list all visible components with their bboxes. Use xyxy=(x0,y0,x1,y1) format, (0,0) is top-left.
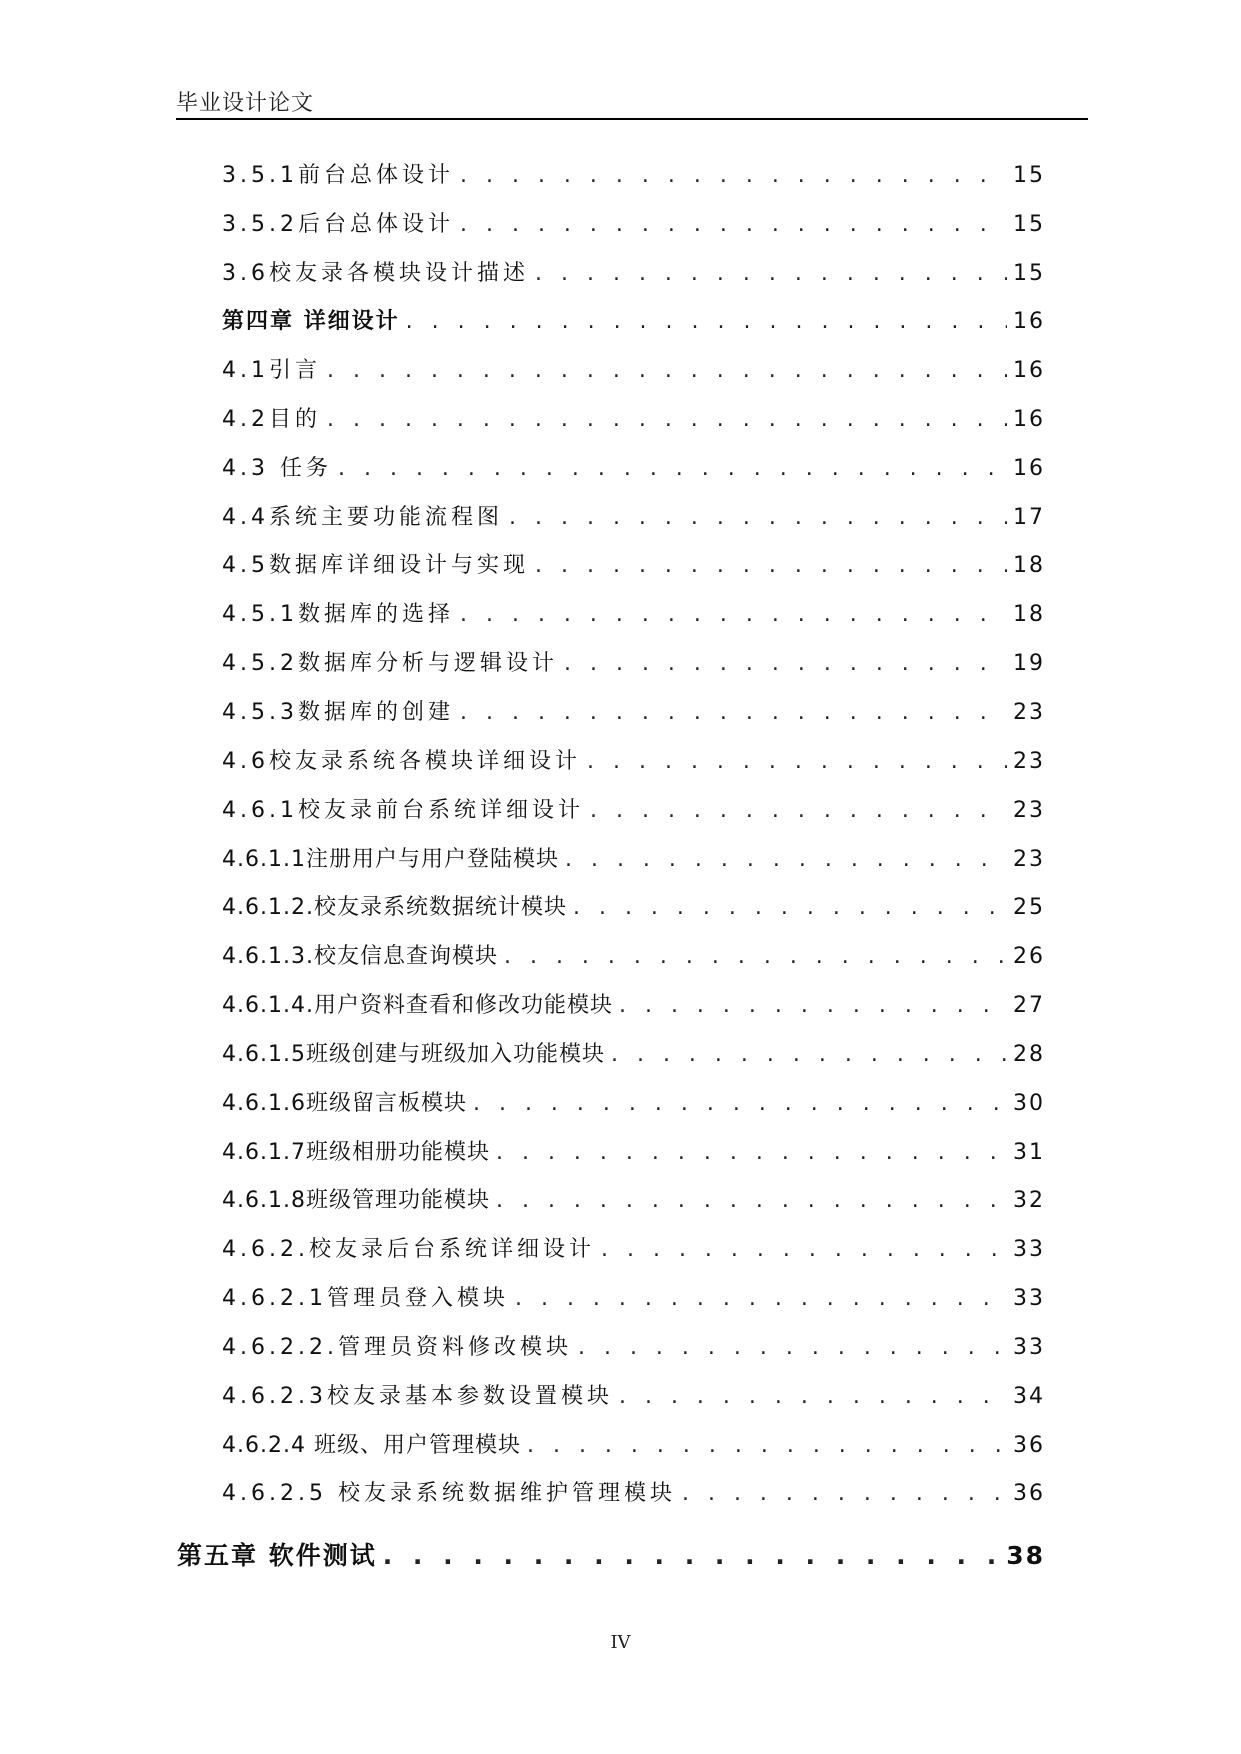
toc-entry[interactable] xyxy=(222,1476,1045,1507)
toc-entry-page: 33 xyxy=(1013,1237,1045,1262)
toc-entry[interactable] xyxy=(222,890,1045,921)
toc-entry-label: 4.6.1.8班级管理功能模块 xyxy=(222,1188,490,1213)
toc-entry[interactable] xyxy=(222,1135,1045,1166)
toc-entry-page: 23 xyxy=(1013,749,1045,774)
toc-entry-label: 4.6.1校友录前台系统详细设计 xyxy=(222,798,584,823)
toc-entry[interactable] xyxy=(222,402,1045,433)
toc-entry-label: 第五章 软件测试 xyxy=(177,1541,377,1570)
toc-leader-dots xyxy=(682,1481,1007,1506)
toc-leader-dots xyxy=(509,505,1007,530)
toc-entry-label: 3.5.2后台总体设计 xyxy=(222,212,454,237)
toc-leader-dots xyxy=(383,1541,1000,1570)
toc-entry-page: 33 xyxy=(1013,1335,1045,1360)
toc-entry-page: 34 xyxy=(1013,1384,1045,1409)
toc-entry[interactable] xyxy=(222,1086,1045,1117)
toc-entry-label: 4.6.2.5 校友录系统数据维护管理模块 xyxy=(222,1481,676,1506)
toc-entry-label: 4.6.1.7班级相册功能模块 xyxy=(222,1140,490,1165)
toc-entry-page: 33 xyxy=(1013,1286,1045,1311)
toc-entry-page: 28 xyxy=(1013,1042,1045,1067)
toc-entry-page: 16 xyxy=(1013,309,1045,334)
toc-leader-dots xyxy=(564,651,1007,676)
toc-entry-label: 3.5.1前台总体设计 xyxy=(222,163,454,188)
toc-entry[interactable] xyxy=(222,842,1045,873)
toc-entry-page: 16 xyxy=(1013,358,1045,383)
toc-entry[interactable] xyxy=(222,793,1045,824)
toc-entry-page: 27 xyxy=(1013,993,1045,1018)
toc-entry-page: 30 xyxy=(1013,1091,1045,1116)
toc-entry-page: 36 xyxy=(1013,1433,1045,1458)
toc-leader-dots xyxy=(327,407,1007,432)
toc-entry-page: 31 xyxy=(1013,1140,1045,1165)
toc-entry[interactable] xyxy=(222,646,1045,677)
toc-entry-page: 23 xyxy=(1013,798,1045,823)
toc-entry[interactable] xyxy=(222,1281,1045,1312)
toc-entry-label: 4.6校友录系统各模块详细设计 xyxy=(222,749,581,774)
toc-entry[interactable] xyxy=(222,1330,1045,1361)
toc-chapter-entry[interactable] xyxy=(222,304,1045,335)
toc-entry-label: 4.6.2.4 班级、用户管理模块 xyxy=(222,1433,521,1458)
toc-entry[interactable] xyxy=(222,1428,1045,1459)
toc-entry-label: 4.2目的 xyxy=(222,407,321,432)
toc-leader-dots xyxy=(565,847,1007,872)
toc-entry[interactable] xyxy=(222,500,1045,531)
toc-entry-page: 32 xyxy=(1013,1188,1045,1213)
toc-leader-dots xyxy=(473,1091,1007,1116)
toc-entry-label: 4.5.1数据库的选择 xyxy=(222,602,454,627)
toc-leader-dots xyxy=(460,163,1007,188)
toc-leader-dots xyxy=(504,944,1007,969)
toc-entry-label: 4.1引言 xyxy=(222,358,321,383)
toc-leader-dots xyxy=(496,1188,1007,1213)
toc-entry-page: 26 xyxy=(1013,944,1045,969)
toc-entry-label: 第四章 详细设计 xyxy=(222,309,400,334)
toc-leader-dots xyxy=(496,1140,1007,1165)
toc-leader-dots xyxy=(535,261,1007,286)
toc-entry-page: 17 xyxy=(1013,505,1045,530)
toc-entry-page: 36 xyxy=(1013,1481,1045,1506)
toc-entry-label: 4.6.2.3校友录基本参数设置模块 xyxy=(222,1384,613,1409)
toc-entry-page: 19 xyxy=(1013,651,1045,676)
toc-entry-label: 4.6.1.4.用户资料查看和修改功能模块 xyxy=(222,993,613,1018)
toc-entry[interactable] xyxy=(222,548,1045,579)
toc-entry[interactable] xyxy=(222,256,1045,287)
toc-entry-page: 16 xyxy=(1013,407,1045,432)
toc-entry[interactable] xyxy=(222,451,1045,482)
toc-entry-page: 23 xyxy=(1013,700,1045,725)
toc-leader-dots xyxy=(619,993,1007,1018)
toc-leader-dots xyxy=(515,1286,1007,1311)
toc-leader-dots xyxy=(527,1433,1007,1458)
toc-entry-label: 4.6.1.6班级留言板模块 xyxy=(222,1091,467,1116)
toc-entry-page: 18 xyxy=(1013,602,1045,627)
toc-entry[interactable] xyxy=(222,744,1045,775)
toc-leader-dots xyxy=(327,358,1007,383)
toc-leader-dots xyxy=(573,895,1007,920)
toc-entry-label: 4.6.1.2.校友录系统数据统计模块 xyxy=(222,895,567,920)
toc-entry[interactable] xyxy=(222,1379,1045,1410)
toc-entry[interactable] xyxy=(222,353,1045,384)
toc-leader-dots xyxy=(619,1384,1007,1409)
toc-leader-dots xyxy=(460,700,1007,725)
toc-entry-label: 4.6.2.2.管理员资料修改模块 xyxy=(222,1335,572,1360)
toc-leader-dots xyxy=(611,1042,1007,1067)
toc-leader-dots xyxy=(601,1237,1007,1262)
toc-entry-label: 4.6.2.校友录后台系统详细设计 xyxy=(222,1237,595,1262)
toc-leader-dots xyxy=(535,553,1007,578)
toc-entry[interactable] xyxy=(222,207,1045,238)
toc-entry-label: 4.6.1.3.校友信息查询模块 xyxy=(222,944,498,969)
toc-entry[interactable] xyxy=(222,988,1045,1019)
toc-entry-label: 4.5.2数据库分析与逻辑设计 xyxy=(222,651,558,676)
toc-leader-dots xyxy=(338,456,1007,481)
toc-entry-page: 25 xyxy=(1013,895,1045,920)
toc-leader-dots xyxy=(460,602,1007,627)
header-title: 毕业设计论文 xyxy=(176,91,315,116)
toc-entry-label: 4.4系统主要功能流程图 xyxy=(222,505,503,530)
toc-entry[interactable] xyxy=(222,695,1045,726)
toc-entry-label: 4.3 任务 xyxy=(222,456,332,481)
toc-entry[interactable] xyxy=(222,1037,1045,1068)
toc-entry-label: 4.6.1.5班级创建与班级加入功能模块 xyxy=(222,1042,605,1067)
toc-entry-page: 16 xyxy=(1013,456,1045,481)
toc-entry[interactable] xyxy=(222,158,1045,189)
toc-leader-dots xyxy=(587,749,1007,774)
toc-entry-label: 4.6.2.1管理员登入模块 xyxy=(222,1286,509,1311)
toc-chapter-entry[interactable] xyxy=(177,1536,1045,1572)
toc-entry-label: 4.5.3数据库的创建 xyxy=(222,700,454,725)
toc-entry[interactable] xyxy=(222,1183,1045,1214)
toc-entry-page: 38 xyxy=(1006,1541,1045,1570)
toc-entry-label: 3.6校友录各模块设计描述 xyxy=(222,261,529,286)
toc-entry[interactable] xyxy=(222,597,1045,628)
toc-leader-dots xyxy=(460,212,1007,237)
toc-entry-page: 15 xyxy=(1013,163,1045,188)
toc-entry[interactable] xyxy=(222,1232,1045,1263)
toc-entry-page: 23 xyxy=(1013,847,1045,872)
page-number: IV xyxy=(610,1632,631,1653)
toc-leader-dots xyxy=(578,1335,1007,1360)
toc-entry-page: 15 xyxy=(1013,261,1045,286)
toc-entry[interactable] xyxy=(222,939,1045,970)
toc-leader-dots xyxy=(406,309,1007,334)
toc-entry-label: 4.5数据库详细设计与实现 xyxy=(222,553,529,578)
toc-leader-dots xyxy=(590,798,1007,823)
toc-entry-label: 4.6.1.1注册用户与用户登陆模块 xyxy=(222,847,559,872)
toc-entry-page: 15 xyxy=(1013,212,1045,237)
toc-entry-page: 18 xyxy=(1013,553,1045,578)
